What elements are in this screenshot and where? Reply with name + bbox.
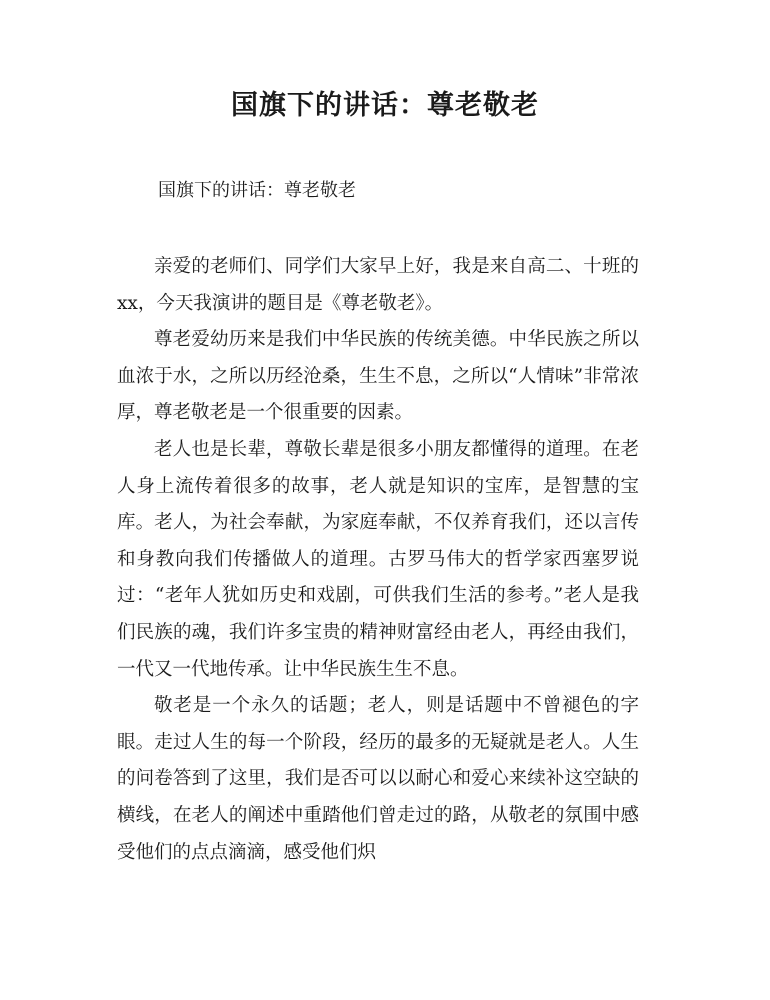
document-subtitle: 国旗下的讲话：尊老敬老 (158, 180, 356, 201)
paragraph: 亲爱的老师们、同学们大家早上好，我是来自高二、十班的 xx，今天我演讲的题目是《尊老敬老》。 (117, 256, 639, 314)
document-title: 国旗下的讲话：尊老敬老 (231, 90, 539, 121)
paragraph: 尊老爱幼历来是我们中华民族的传统美德。中华民族之所以血浓于水，之所以历经沧桑，生生不息，之所以“人情味”非常浓厚，尊老敬老是一个很重要的因素。 (117, 329, 639, 424)
paragraph: 老人也是长辈，尊敬长辈是很多小朋友都懂得的道理。在老人身上流传着很多的故事，老人就是知识的宝库，是智慧的宝库。老人，为社会奉献，为家庭奉献，不仅养育我们，还以言传和身教向我们传播做人的道理。古罗马伟大的哲学家西塞罗说过：“老年人犹如历史和戏剧，可供我们生活的参考。”老人是我们民族的魂，我们许多宝贵的精神财富经由老人，再经由我们，一代又一代地传承。让中华民族生生不息。 (117, 438, 639, 680)
paragraph: 敬老是一个永久的话题；老人，则是话题中不曾褪色的字眼。走过人生的每一个阶段，经历的最多的无疑就是老人。人生的问卷答到了这里，我们是否可以以耐心和爱心来续补这空缺的横线，在老人的阐述中重踏他们曾走过的路，从敬老的氛围中感受他们的点点滴滴，感受他们炽 (117, 695, 639, 863)
document-body (117, 249, 639, 871)
